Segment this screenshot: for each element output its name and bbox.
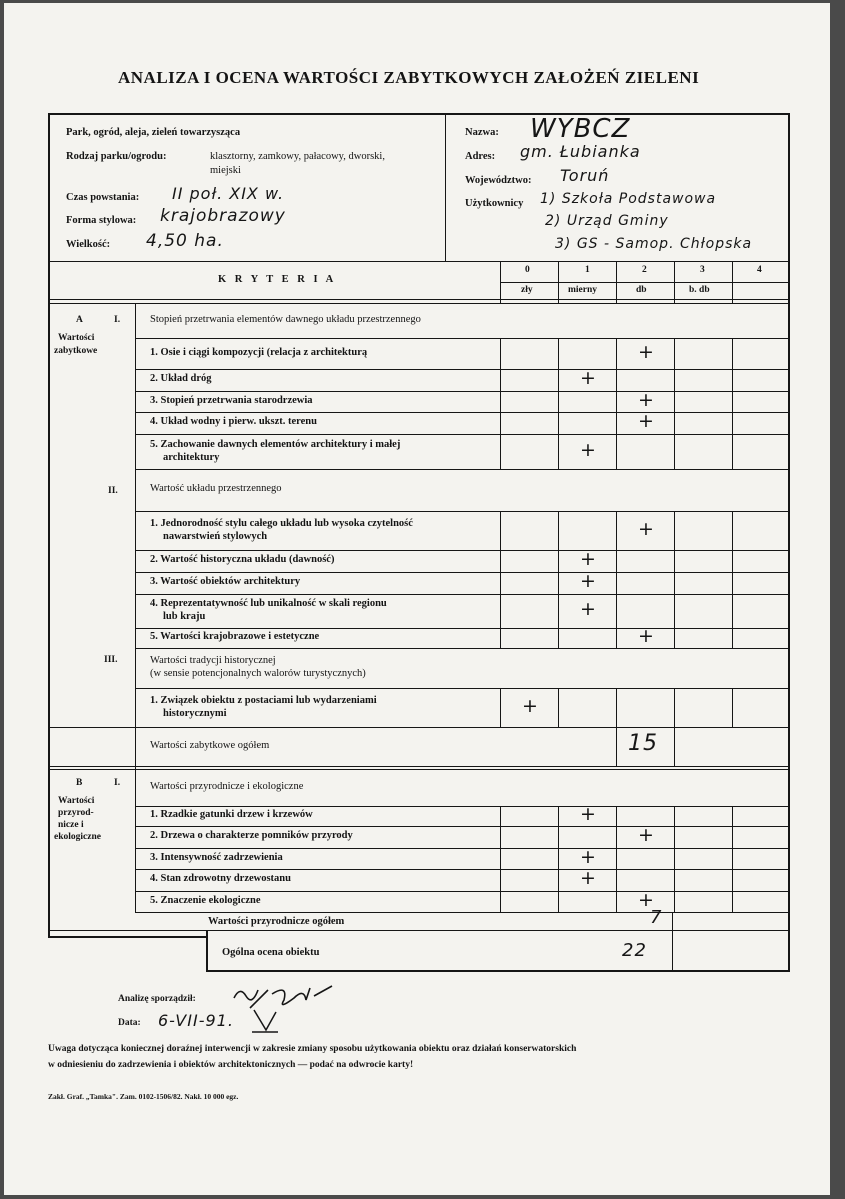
criteria-left-line: [135, 303, 136, 913]
scale-column-line: [500, 262, 501, 303]
scale-divider: [500, 282, 790, 283]
scale-column-line: [558, 262, 559, 303]
adres-value: gm. Łubianka: [520, 142, 641, 161]
criterion-label: 2. Układ dróg: [150, 373, 212, 384]
score-column-line: [616, 572, 617, 594]
wielkosc-label: Wielkość:: [66, 239, 111, 250]
score-column-line: [500, 628, 501, 648]
score-column-line: [500, 434, 501, 469]
ogolna-value: 22: [622, 940, 647, 961]
score-column-line: [500, 891, 501, 912]
score-column-line: [616, 688, 617, 727]
row-divider: [135, 469, 790, 470]
score-column-line: [616, 628, 617, 648]
section-heading-line2: (w sensie potencjonalnych walorów turystycznych): [150, 668, 366, 679]
score-mark: +: [580, 439, 596, 461]
section-heading: Wartości przyrodnicze i ekologiczne: [150, 781, 304, 792]
zabytkowe-total-value: 15: [628, 731, 658, 756]
section-divider-2: [48, 769, 790, 770]
ogolna-label: Ogólna ocena obiektu: [222, 947, 320, 958]
przyrodnicze-total-bottom: [48, 930, 790, 931]
uzytkownik-2: 2) Urząd Gminy: [545, 213, 669, 229]
section-a-subdivider: [48, 727, 136, 728]
score-column-line: [674, 869, 675, 891]
score-column-line: [674, 628, 675, 648]
score-mark: +: [580, 867, 596, 889]
score-column-line: [616, 369, 617, 391]
section-heading: Wartości zabytkowe ogółem: [150, 740, 270, 751]
score-column-line: [732, 338, 733, 369]
nazwa-value: WYBCZ: [530, 114, 631, 144]
score-mark: +: [638, 389, 654, 411]
uzytkownik-1: 1) Szkoła Podstawowa: [540, 191, 717, 207]
header-bottom: [48, 261, 790, 262]
criterion-label: 2. Drzewa o charakterze pomników przyrody: [150, 830, 353, 841]
score-column-line: [500, 848, 501, 869]
nazwa-label: Nazwa:: [465, 127, 499, 138]
score-column-line: [558, 412, 559, 434]
czas-value: II poł. XIX w.: [172, 184, 285, 203]
uwaga-line-1: Uwaga dotycząca koniecznej doraźnej interwencji w zakresie zmiany sposobu użytkowania obiektu oraz działań konserwatorskich: [48, 1044, 577, 1054]
form-page: [4, 3, 830, 1195]
row-divider: [135, 869, 790, 870]
adres-label: Adres:: [465, 151, 496, 162]
score-mark: +: [638, 518, 654, 540]
score-column-line: [616, 826, 617, 848]
score-column-line: [500, 391, 501, 412]
total-col-line-left: [616, 727, 617, 766]
signature-mark: [246, 1006, 286, 1036]
score-column-line: [558, 628, 559, 648]
score-column-line: [674, 412, 675, 434]
scale-column-line: [674, 262, 675, 303]
score-column-line: [674, 511, 675, 550]
section-a-name: Wartości: [58, 333, 95, 343]
score-column-line: [616, 338, 617, 369]
row-divider: [135, 628, 790, 629]
score-column-line: [500, 572, 501, 594]
row-divider: [135, 806, 790, 807]
criterion-label: 4. Układ wodny i pierw. ukszt. terenu: [150, 416, 317, 427]
przyrodnicze-total-top: [135, 912, 790, 913]
kryteria-label: K R Y T E R I A: [218, 274, 337, 285]
score-column-line: [616, 869, 617, 891]
score-column-line: [616, 391, 617, 412]
total-col-line-right: [674, 727, 675, 766]
uzytkownicy-label: Użytkownicy: [465, 198, 524, 209]
criterion-label: 3. Wartość obiektów architektury: [150, 576, 301, 587]
score-column-line: [616, 891, 617, 912]
score-column-line: [500, 412, 501, 434]
score-column-line: [558, 869, 559, 891]
score-column-line: [732, 891, 733, 912]
score-column-line: [616, 594, 617, 628]
score-column-line: [674, 826, 675, 848]
data-value: 6-VII-91.: [158, 1011, 234, 1030]
score-column-line: [674, 594, 675, 628]
rodzaj-label: Rodzaj parku/ogrodu:: [66, 151, 167, 162]
score-column-line: [558, 434, 559, 469]
kryteria-bottom-2: [48, 303, 790, 304]
score-column-line: [674, 688, 675, 727]
section-b-letter: B: [76, 778, 83, 788]
scale-num-1: 1: [585, 265, 590, 275]
scale-num-2: 2: [642, 265, 647, 275]
row-divider: [135, 391, 790, 392]
row-divider: [135, 369, 790, 370]
criterion-label: 2. Wartość historyczna układu (dawność): [150, 554, 335, 565]
wojewodztwo-label: Województwo:: [465, 175, 532, 186]
row-divider: [135, 848, 790, 849]
score-column-line: [732, 434, 733, 469]
frame-bottom-left: [48, 936, 208, 938]
row-divider: [135, 826, 790, 827]
score-column-line: [500, 594, 501, 628]
criterion-label: 3. Stopień przetrwania starodrzewia: [150, 395, 313, 406]
score-mark: +: [638, 625, 654, 647]
score-column-line: [500, 338, 501, 369]
criterion-label-line2: architektury: [163, 452, 220, 463]
score-mark: +: [580, 548, 596, 570]
rodzaj-options: klasztorny, zamkowy, pałacowy, dworski,: [210, 151, 385, 162]
criterion-label: 1. Osie i ciągi kompozycji (relacja z architekturą: [150, 347, 368, 358]
score-column-line: [674, 338, 675, 369]
forma-label: Forma stylowa:: [66, 215, 137, 226]
row-divider: [135, 727, 790, 728]
score-mark: +: [580, 846, 596, 868]
score-column-line: [732, 594, 733, 628]
section-heading: Stopień przetrwania elementów dawnego układu przestrzennego: [150, 314, 421, 325]
score-mark: +: [638, 824, 654, 846]
uzytkownik-3: 3) GS - Samop. Chłopska: [555, 236, 753, 252]
score-mark: +: [580, 367, 596, 389]
frame-left: [48, 113, 50, 938]
score-column-line: [500, 826, 501, 848]
scale-label-2: db: [636, 285, 647, 295]
score-column-line: [674, 369, 675, 391]
score-mark: +: [638, 341, 654, 363]
row-divider: [135, 412, 790, 413]
section-b-name-4: ekologiczne: [54, 832, 101, 842]
section-a-roman: I.: [114, 315, 121, 325]
criterion-label: 1. Rzadkie gatunki drzew i krzewów: [150, 809, 313, 820]
score-column-line: [558, 594, 559, 628]
frame-right: [788, 113, 790, 971]
score-column-line: [558, 826, 559, 848]
score-column-line: [558, 338, 559, 369]
criterion-label-line2: nawarstwień stylowych: [163, 531, 268, 542]
row-divider: [135, 511, 790, 512]
row-divider: [135, 766, 790, 767]
wielkosc-value: 4,50 ha.: [146, 231, 224, 251]
score-column-line: [674, 806, 675, 826]
criterion-label: 4. Reprezentatywność lub unikalność w skali regionu: [150, 598, 387, 609]
section-a-name-2: zabytkowe: [54, 346, 98, 356]
score-column-line: [616, 550, 617, 572]
score-column-line: [500, 806, 501, 826]
section-b-name-2: przyrod-: [58, 808, 94, 818]
score-column-line: [558, 550, 559, 572]
criterion-label: 1. Jednorodność stylu całego układu lub wysoka czytelność: [150, 518, 413, 529]
score-column-line: [558, 688, 559, 727]
section-b-name-3: nicze i: [58, 820, 84, 830]
uwaga-line-2: w odniesieniu do zadrzewienia i obiektów architektonicznych — podać na odwrocie karty!: [48, 1060, 414, 1070]
score-column-line: [732, 412, 733, 434]
score-column-line: [732, 806, 733, 826]
score-column-line: [674, 550, 675, 572]
scale-label-3: b. db: [689, 285, 710, 295]
score-column-line: [674, 891, 675, 912]
section-a-roman-iii: III.: [104, 655, 118, 665]
score-column-line: [558, 806, 559, 826]
analize-label: Analizę sporządził:: [118, 994, 196, 1004]
score-column-line: [558, 848, 559, 869]
score-mark: +: [522, 695, 538, 717]
score-column-line: [732, 391, 733, 412]
score-column-line: [674, 434, 675, 469]
score-column-line: [674, 391, 675, 412]
scale-column-line: [616, 262, 617, 303]
row-divider: [135, 594, 790, 595]
score-column-line: [558, 891, 559, 912]
score-column-line: [732, 628, 733, 648]
scale-num-0: 0: [525, 265, 530, 275]
score-column-line: [616, 848, 617, 869]
criterion-label: 3. Intensywność zadrzewienia: [150, 852, 283, 863]
score-column-line: [500, 511, 501, 550]
rodzaj-options-2: miejski: [210, 165, 241, 176]
score-column-line: [732, 688, 733, 727]
park-types: Park, ogród, aleja, zieleń towarzysząca: [66, 127, 241, 138]
scale-num-4: 4: [757, 265, 762, 275]
section-a-roman-ii: II.: [108, 486, 118, 496]
score-column-line: [500, 869, 501, 891]
score-column-line: [500, 550, 501, 572]
data-label: Data:: [118, 1018, 141, 1028]
form-title: ANALIZA I OCENA WARTOŚCI ZABYTKOWYCH ZAŁOŻEŃ ZIELENI: [118, 68, 700, 87]
criterion-label: 5. Zachowanie dawnych elementów architektury i małej: [150, 439, 401, 450]
score-column-line: [732, 826, 733, 848]
row-divider: [135, 572, 790, 573]
scale-num-3: 3: [700, 265, 705, 275]
score-column-line: [732, 869, 733, 891]
score-column-line: [500, 369, 501, 391]
section-b-roman: I.: [114, 778, 121, 788]
score-column-line: [558, 511, 559, 550]
scale-column-line: [732, 262, 733, 303]
przyrodnicze-total-label: Wartości przyrodnicze ogółem: [208, 916, 345, 927]
score-column-line: [732, 511, 733, 550]
frame-bottom: [206, 970, 790, 972]
row-divider: [135, 434, 790, 435]
score-column-line: [616, 412, 617, 434]
print-footer: Zakł. Graf. „Tamka". Zam. 0102-1506/82. Nakł. 10 000 egz.: [48, 1092, 239, 1101]
frame-top: [48, 113, 790, 115]
section-a-letter: A: [76, 315, 83, 325]
score-column-line: [732, 550, 733, 572]
header-divider: [445, 114, 446, 262]
przyrodnicze-total-value: 7: [650, 907, 663, 928]
score-column-line: [732, 848, 733, 869]
score-mark: +: [638, 410, 654, 432]
czas-label: Czas powstania:: [66, 192, 140, 203]
row-divider: [135, 688, 790, 689]
row-divider: [135, 338, 790, 339]
score-mark: +: [580, 570, 596, 592]
forma-value: krajobrazowy: [160, 206, 286, 226]
wojewodztwo-value: Toruń: [560, 166, 610, 185]
score-column-line: [616, 511, 617, 550]
row-divider: [135, 550, 790, 551]
score-column-line: [558, 572, 559, 594]
row-divider: [135, 648, 790, 649]
criterion-label: 5. Znaczenie ekologiczne: [150, 895, 261, 906]
score-column-line: [616, 434, 617, 469]
score-column-line: [732, 369, 733, 391]
score-column-line: [500, 688, 501, 727]
total-col-line: [672, 912, 673, 970]
section-b-name-1: Wartości: [58, 796, 95, 806]
criterion-label-line2: lub kraju: [163, 611, 206, 622]
score-column-line: [558, 391, 559, 412]
frame-step: [206, 931, 208, 972]
criterion-label: 1. Związek obiektu z postaciami lub wydarzeniami: [150, 695, 377, 706]
row-divider: [135, 891, 790, 892]
score-mark: +: [580, 803, 596, 825]
score-column-line: [616, 806, 617, 826]
score-column-line: [674, 572, 675, 594]
kryteria-bottom: [48, 299, 790, 300]
section-heading: Wartości tradycji historycznej: [150, 655, 276, 666]
score-mark: +: [638, 889, 654, 911]
scale-label-0: zły: [521, 285, 533, 295]
scale-label-1: mierny: [568, 285, 598, 295]
score-mark: +: [580, 598, 596, 620]
score-column-line: [732, 572, 733, 594]
section-heading: Wartość układu przestrzennego: [150, 483, 282, 494]
criterion-label: 4. Stan zdrowotny drzewostanu: [150, 873, 291, 884]
score-column-line: [558, 369, 559, 391]
criterion-label-line2: historycznymi: [163, 708, 227, 719]
score-column-line: [674, 848, 675, 869]
criterion-label: 5. Wartości krajobrazowe i estetyczne: [150, 631, 320, 642]
